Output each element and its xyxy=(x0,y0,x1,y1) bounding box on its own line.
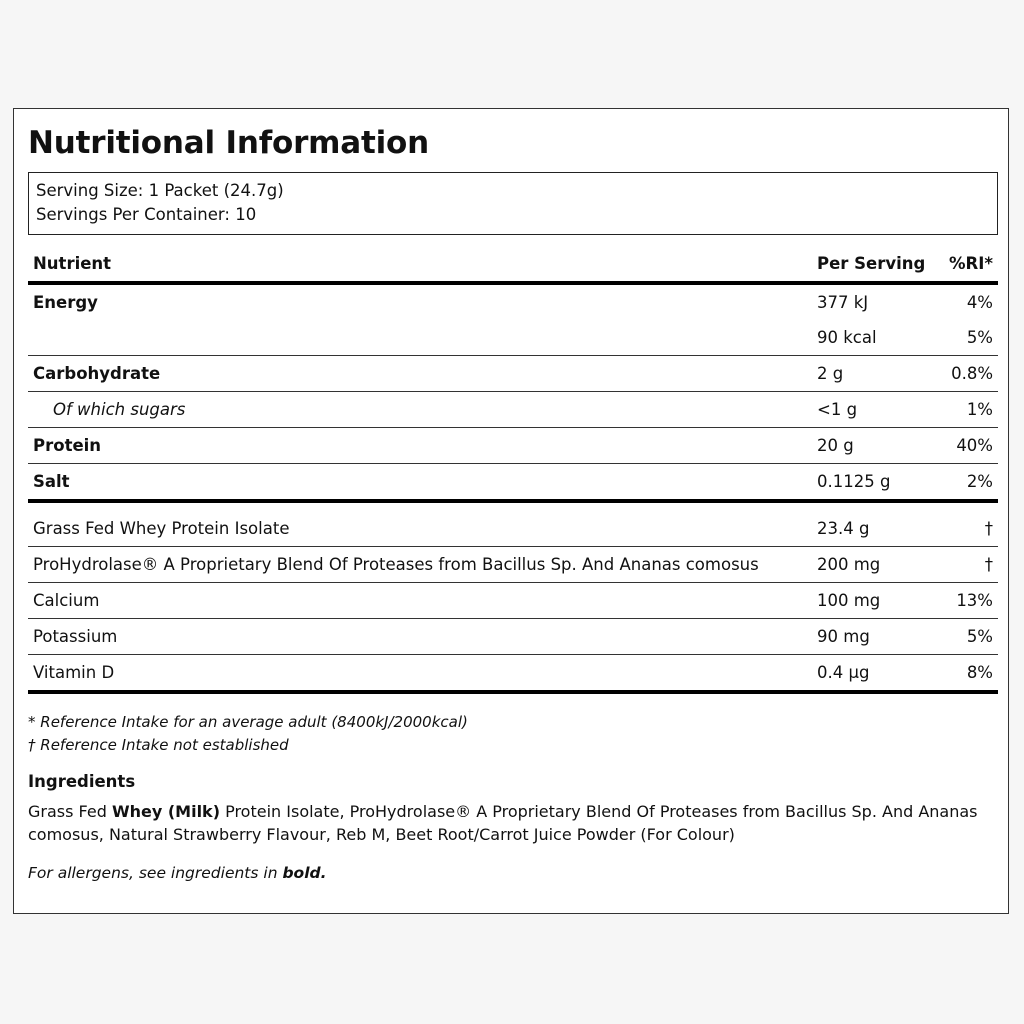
ri-footnote: * Reference Intake for an average adult (8400kJ/2000kcal) xyxy=(28,713,468,731)
nutrition-table xyxy=(28,246,998,694)
nutrient-name: Vitamin D xyxy=(28,655,812,693)
nutrient-name: Protein xyxy=(28,428,812,464)
table-row xyxy=(28,464,998,502)
footnotes xyxy=(28,711,468,757)
nutrient-ri: † xyxy=(934,547,998,583)
table-row xyxy=(28,392,998,428)
nutrient-ri: 5% xyxy=(934,619,998,655)
nutrient-name: Calcium xyxy=(28,583,812,619)
nutrient-value: 90 kcal xyxy=(812,320,934,356)
allergen-note-bold: bold. xyxy=(282,864,327,882)
nutrient-name: Carbohydrate xyxy=(28,356,812,392)
ingredients-allergen: Whey (Milk) xyxy=(111,802,220,821)
allergen-note-text: For allergens, see ingredients in xyxy=(28,864,283,882)
nutrient-name: Potassium xyxy=(28,619,812,655)
serving-size: Serving Size: 1 Packet (24.7g) xyxy=(36,181,284,200)
nutrient-value: 0.4 μg xyxy=(812,655,934,693)
header-ri: %RI* xyxy=(934,246,998,283)
nutrient-value: 377 kJ xyxy=(817,293,869,312)
nutrient-ri: 40% xyxy=(934,428,998,464)
nutrient-name: Grass Fed Whey Protein Isolate xyxy=(28,501,812,547)
nutrient-value: 90 mg xyxy=(812,619,934,655)
nutrient-name: ProHydrolase® A Proprietary Blend Of Proteases from Bacillus Sp. And Ananas comosus xyxy=(28,547,812,583)
nutrient-value: 2 g xyxy=(812,356,934,392)
nutrient-name: Energy xyxy=(33,293,98,312)
nutrient-ri: 1% xyxy=(934,392,998,428)
ingredients-text-before: Grass Fed xyxy=(28,802,112,821)
nutrient-ri: † xyxy=(934,501,998,547)
nutrient-ri: 8% xyxy=(934,655,998,693)
nutrient-ri: 5% xyxy=(934,320,998,356)
serving-info-box xyxy=(28,172,998,235)
table-row xyxy=(28,501,998,547)
nutrient-name: Of which sugars xyxy=(28,392,812,428)
table-header-row xyxy=(28,246,998,283)
table-row xyxy=(28,583,998,619)
table-row xyxy=(28,320,998,356)
ingredients-text xyxy=(28,800,978,846)
servings-per-container: Servings Per Container: 10 xyxy=(36,205,257,224)
ingredients-text-after: Protein Isolate, ProHydrolase® A Proprietary Blend Of Proteases from Bacillus Sp. And Ananas comosus, Natural Strawberry Flavour, Reb M, Beet Root/Carrot Juice Powder (For Colour) xyxy=(28,802,978,844)
table-row xyxy=(28,619,998,655)
table-row xyxy=(28,283,998,320)
nutrition-panel xyxy=(13,108,1009,914)
nutrient-value: 23.4 g xyxy=(812,501,934,547)
nutrient-name: Salt xyxy=(28,464,812,502)
header-nutrient: Nutrient xyxy=(28,246,812,283)
table-row xyxy=(28,655,998,693)
nutrient-ri: 13% xyxy=(934,583,998,619)
nutrient-value: 200 mg xyxy=(812,547,934,583)
nutrient-value: 20 g xyxy=(812,428,934,464)
table-row xyxy=(28,428,998,464)
nutrient-value: <1 g xyxy=(812,392,934,428)
header-per-serving: Per Serving xyxy=(812,246,934,283)
nutrient-ri: 4% xyxy=(966,293,993,312)
table-row xyxy=(28,547,998,583)
nutrient-ri: 2% xyxy=(934,464,998,502)
table-row xyxy=(28,356,998,392)
page-title: Nutritional Information xyxy=(28,125,430,161)
nutrient-value: 100 mg xyxy=(812,583,934,619)
nutrient-value: 0.1125 g xyxy=(812,464,934,502)
allergen-note xyxy=(28,864,327,882)
dagger-footnote: † Reference Intake not established xyxy=(28,736,289,754)
ingredients-heading: Ingredients xyxy=(28,772,136,791)
nutrient-ri: 0.8% xyxy=(934,356,998,392)
